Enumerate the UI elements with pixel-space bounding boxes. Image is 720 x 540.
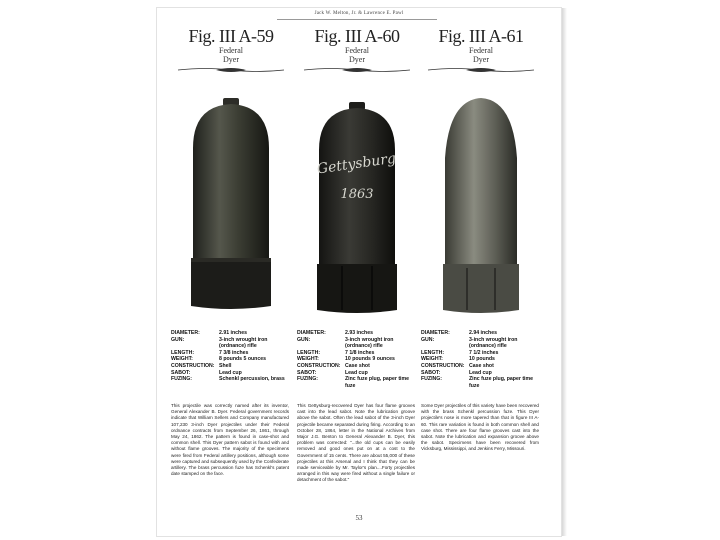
spec-key: FUZING:	[421, 376, 443, 383]
spec-row	[171, 356, 291, 363]
spec-row	[421, 363, 541, 370]
spec-row	[171, 370, 291, 377]
spec-value: Case shot	[469, 362, 494, 369]
projectile-photo-61	[421, 88, 541, 320]
spec-value: 2.93 inches	[345, 330, 373, 336]
spec-list-60	[297, 330, 417, 389]
spec-row	[297, 363, 417, 370]
figure-title: Fig. III A-60	[314, 26, 400, 46]
spec-key: GUN:	[297, 336, 311, 343]
book-page	[157, 8, 561, 536]
spec-key: SABOT:	[297, 369, 317, 376]
figure-title: Fig. III A-61	[438, 26, 524, 46]
flourish-ornament	[426, 66, 536, 74]
description-paragraph-59: This projectile was correctly named after its inventor, General Alexander B. Dyer. Federal government records indicate that William Sellers and Company manufactured 107,230 3-inch Dyer projectiles under their Federal ordnance contracts from September 26, 1861, through May 24, 1862. The pattern is found in case-shot and common shell. This Dyer pattern sabot is found with and without flame grooves. The majority of the specimens were fired from Federal artillery positions, although some were captured and subsequently used by the Confederate artillery. The brass percussion fuze has Schenkl's patent date stamped on the face.	[171, 403, 289, 477]
spec-key: FUZING:	[171, 376, 193, 383]
spec-list-59	[171, 330, 291, 383]
spec-key: WEIGHT:	[171, 356, 193, 363]
spec-key: SABOT:	[421, 369, 441, 376]
spec-value: Zinc fuze plug, paper time fuze	[345, 376, 409, 389]
figure-header-59	[171, 26, 291, 74]
spec-value: 7 1/2 inches	[469, 349, 499, 356]
figure-subtitle: Dyer	[349, 55, 365, 64]
spec-row	[171, 330, 291, 337]
spec-row	[421, 337, 541, 350]
page-edge-shadow	[561, 8, 567, 536]
spec-key: WEIGHT:	[421, 356, 443, 363]
running-head: Jack W. Melton, Jr. & Lawrence E. Pawl	[314, 11, 404, 16]
projectile-photo-59	[171, 88, 291, 320]
spec-key: CONSTRUCTION:	[421, 362, 465, 369]
spec-value: 2.94 inches	[469, 330, 497, 336]
figure-title: Fig. III A-59	[188, 26, 274, 46]
spec-row	[421, 356, 541, 363]
spec-row	[297, 330, 417, 337]
spec-row	[297, 337, 417, 350]
spec-value: Lead cup	[219, 369, 242, 376]
figure-header-60	[297, 26, 417, 74]
running-head-rule	[277, 19, 437, 20]
description-paragraph-61: Some Dyer projectiles of this variety have been recovered with the brass Schenkl percussion fuze. This Dyer projectile's nose is more tapered than that in figure III A-60. This rare variation is found in both common shell and case shot. There are four flame grooves cast into the sabot. Note the lubrication and expansion groove above the sabot. Specimens have been recovered from Vicksburg, Mississippi, and Jenkins Ferry, Missouri.	[421, 403, 539, 452]
spec-key: DIAMETER:	[171, 330, 200, 336]
spec-value: 2.91 inches	[219, 330, 247, 336]
spec-key: LENGTH:	[297, 349, 321, 356]
figure-subtitle: Federal	[219, 46, 243, 55]
flourish-ornament	[302, 66, 412, 74]
spec-row	[297, 370, 417, 377]
spec-value: Case shot	[345, 362, 370, 369]
spec-row	[421, 350, 541, 357]
spec-value: 10 pounds	[469, 356, 495, 363]
figure-header-61	[421, 26, 541, 74]
spec-key: FUZING:	[297, 376, 319, 383]
flourish-ornament	[176, 66, 286, 74]
inscription-text: Gettysburg	[315, 150, 397, 178]
figure-subtitle: Dyer	[473, 55, 489, 64]
spec-value: 8 pounds 5 ounces	[219, 356, 266, 363]
spec-row	[421, 330, 541, 337]
description-paragraph-60: This Gettysburg-recovered Dyer has four flame grooves cast into the lead sabot. Note the lubrication groove above the sabot. Often the lead sabot of the 3-inch Dyer projectile became separated during firing. According to an October 28, 1864, letter in the National Archives from Major J.G. Benton to General Alexander B. Dyer, this problem was corrected: "...the old cups can be easily removed and good ones put on at a cost to the Government of 15 cents. There are about 55,000 of these projectiles at this Arsenal and I think that they can be made serviceable by Mr. Taylor's plan....Forty projectiles arranged in this way were fired without a single failure or detachment of the sabot."	[297, 403, 415, 483]
spec-key: GUN:	[171, 336, 185, 343]
spec-value: 7 1/8 inches	[345, 349, 375, 356]
spec-row	[171, 376, 291, 383]
spec-key: DIAMETER:	[421, 330, 450, 336]
figure-subtitle: Federal	[345, 46, 369, 55]
spec-list-61	[421, 330, 541, 389]
spec-value: 3-inch wrought iron (ordnance) rifle	[345, 336, 394, 350]
spec-key: WEIGHT:	[297, 356, 319, 363]
spec-value: Lead cup	[345, 369, 368, 376]
spec-value: 3-inch wrought iron (ordnance) rifle	[469, 336, 518, 350]
spec-key: CONSTRUCTION:	[171, 362, 215, 369]
spec-key: CONSTRUCTION:	[297, 362, 341, 369]
spec-row	[297, 350, 417, 357]
figure-subtitle: Federal	[469, 46, 493, 55]
spec-row	[421, 376, 541, 389]
spec-row	[171, 363, 291, 370]
spec-row	[297, 356, 417, 363]
spec-row	[171, 350, 291, 357]
spec-value: Schenkl percussion, brass	[219, 376, 285, 383]
spec-value: 3-inch wrought iron (ordnance) rifle	[219, 336, 268, 350]
spec-row	[421, 370, 541, 377]
spec-row	[297, 376, 417, 389]
spec-key: LENGTH:	[421, 349, 445, 356]
spec-row	[171, 337, 291, 350]
spec-value: Lead cup	[469, 369, 492, 376]
page-number: 53	[355, 514, 363, 522]
projectile-photo-60	[297, 88, 417, 320]
spec-value: 10 pounds 9 ounces	[345, 356, 395, 363]
spec-key: GUN:	[421, 336, 435, 343]
spec-value: Shell	[219, 362, 232, 369]
spec-value: Zinc fuze plug, paper time fuze	[469, 376, 533, 389]
figure-subtitle: Dyer	[223, 55, 239, 64]
spec-key: LENGTH:	[171, 349, 195, 356]
spec-key: DIAMETER:	[297, 330, 326, 336]
inscription-year: 1863	[340, 187, 374, 202]
spec-key: SABOT:	[171, 369, 191, 376]
spec-value: 7 3/8 inches	[219, 349, 249, 356]
